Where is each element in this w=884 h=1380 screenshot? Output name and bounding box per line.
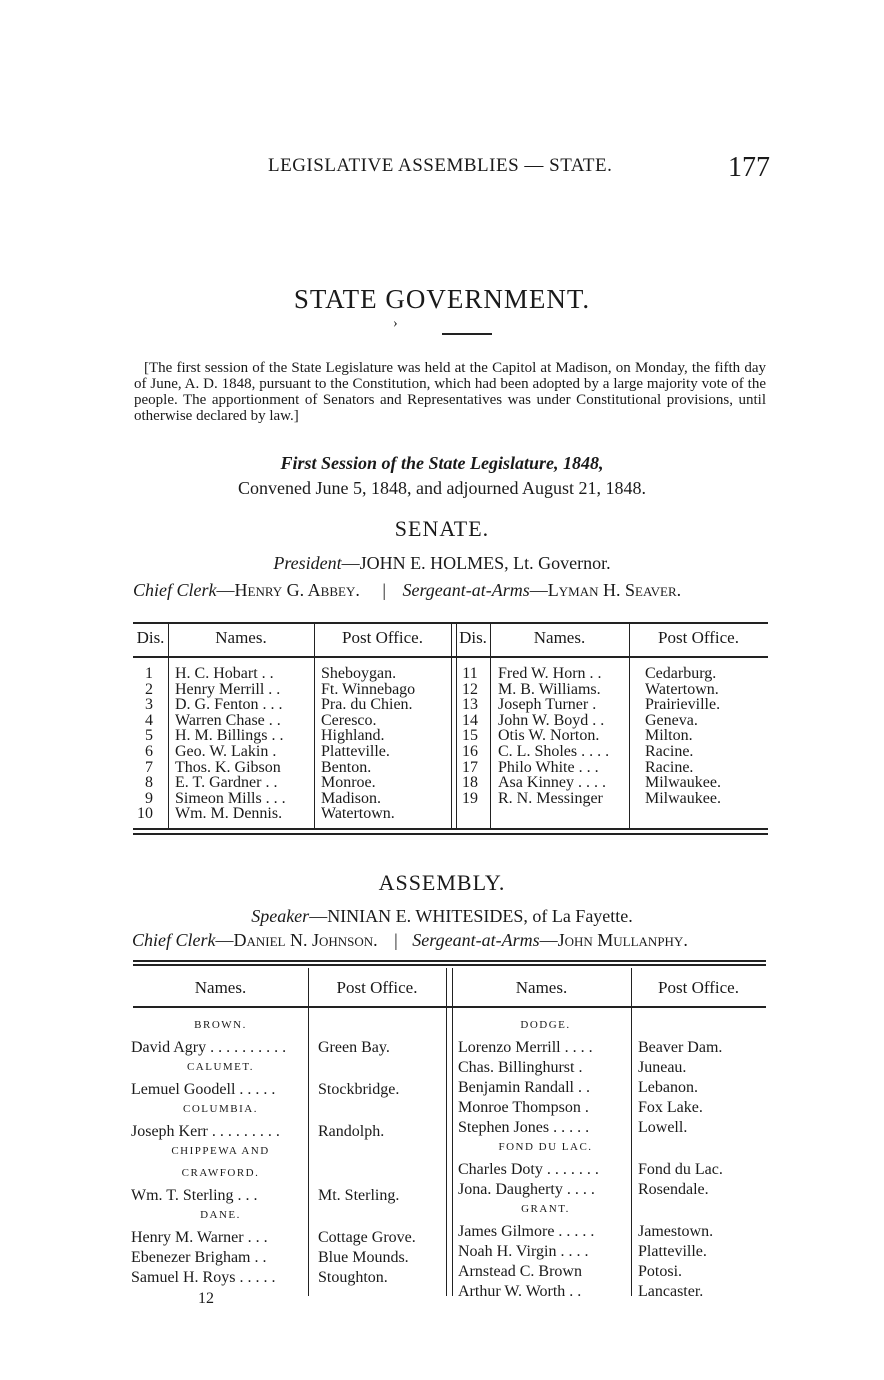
member-name: Charles Doty . . . . . . .	[458, 1161, 599, 1178]
table-rule-header	[133, 1006, 766, 1008]
senator-post-office: Benton.	[321, 758, 372, 776]
senate-district-number: 17	[462, 758, 478, 776]
district-heading: DODGE.	[520, 1019, 571, 1031]
assembly-clerk-name: —Daniel N. Johnson.	[215, 930, 378, 950]
district-heading: DANE.	[200, 1209, 241, 1221]
member-post-office: Blue Mounds.	[318, 1249, 409, 1266]
senate-clerk-label: Chief Clerk	[133, 580, 217, 600]
column-header: Post Office.	[658, 628, 739, 647]
member-name: Ebenezer Brigham . .	[131, 1249, 267, 1266]
senator-name: John W. Boyd . .	[498, 711, 605, 729]
signature-mark: 12	[198, 1290, 214, 1307]
senate-district-number: 18	[462, 774, 478, 792]
member-name: Joseph Kerr . . . . . . . . .	[131, 1123, 280, 1140]
senate-president-line	[0, 553, 884, 574]
senator-name: E. T. Gardner . .	[175, 774, 278, 792]
senate-district-number: 15	[462, 727, 478, 745]
column-header: Names.	[194, 978, 247, 997]
senator-name: Otis W. Norton.	[498, 727, 600, 745]
member-post-office: Cottage Grove.	[318, 1229, 416, 1246]
district-heading: CRAWFORD.	[181, 1167, 260, 1179]
district-heading: BROWN.	[194, 1019, 247, 1031]
senate-officers-line	[133, 580, 681, 601]
senate-district-number: 5	[145, 727, 153, 745]
member-name: David Agry . . . . . . . . . .	[131, 1039, 287, 1056]
session-title: First Session of the State Legislature, 1848,	[280, 453, 604, 473]
page-number: 177	[728, 152, 770, 183]
senate-heading: SENATE.	[394, 516, 490, 541]
officer-separator: |	[394, 930, 398, 950]
district-heading: FOND DU LAC.	[498, 1141, 593, 1153]
column-header: Dis.	[136, 628, 165, 647]
senate-district-number: 3	[145, 696, 153, 714]
senator-name: Warren Chase . .	[175, 711, 281, 729]
senator-name: R. N. Messinger	[498, 789, 603, 807]
senator-name: Asa Kinney . . . .	[498, 774, 606, 792]
senator-name: Henry Merrill . .	[175, 680, 281, 698]
member-post-office: Fox Lake.	[638, 1099, 703, 1116]
assembly-heading: ASSEMBLY.	[378, 870, 506, 895]
column-divider	[451, 622, 452, 828]
page-title: STATE GOVERNMENT.	[293, 284, 591, 314]
senator-post-office: Monroe.	[321, 774, 376, 792]
speaker-label: Speaker	[251, 906, 310, 926]
senator-post-office: Milwaukee.	[645, 789, 721, 807]
member-name: Wm. T. Sterling . . .	[131, 1187, 258, 1204]
column-divider	[446, 968, 447, 1296]
senator-post-office: Madison.	[321, 789, 381, 807]
senate-district-number: 8	[145, 774, 153, 792]
senate-district-number: 7	[145, 758, 153, 776]
table-rule-bottom	[133, 833, 768, 835]
member-post-office: Juneau.	[638, 1059, 687, 1076]
senate-district-number: 12	[462, 680, 478, 698]
column-divider	[168, 622, 169, 828]
member-name: Monroe Thompson .	[458, 1099, 589, 1116]
member-name: Lorenzo Merrill . . . .	[458, 1039, 593, 1056]
member-post-office: Stoughton.	[318, 1269, 388, 1286]
senate-district-number: 19	[462, 789, 478, 807]
senator-post-office: Watertown.	[645, 680, 719, 698]
column-header: Names.	[215, 628, 267, 647]
column-divider	[631, 968, 632, 1296]
member-post-office: Green Bay.	[318, 1039, 390, 1056]
senator-name: Simeon Mills . . .	[175, 789, 286, 807]
column-divider	[308, 968, 309, 1296]
column-header: Dis.	[459, 628, 487, 647]
member-post-office: Rosendale.	[638, 1181, 709, 1198]
member-name: James Gilmore . . . . .	[458, 1223, 595, 1240]
senator-post-office: Racine.	[645, 758, 694, 776]
member-post-office: Stockbridge.	[318, 1081, 400, 1098]
senator-name: Philo White . . .	[498, 758, 599, 776]
senate-sergeant-name: —Lyman H. Seaver.	[529, 580, 682, 600]
senate-district-number: 10	[137, 805, 153, 823]
senator-name: Wm. M. Dennis.	[175, 805, 283, 823]
senator-post-office: Cedarburg.	[645, 665, 717, 682]
member-name: Arnstead C. Brown	[458, 1263, 582, 1280]
column-header: Names.	[533, 628, 586, 647]
senator-name: Joseph Turner .	[498, 696, 597, 714]
member-name: Chas. Billinghurst .	[458, 1059, 583, 1076]
senate-district-number: 14	[462, 711, 478, 729]
officer-separator: |	[382, 580, 386, 600]
member-post-office: Beaver Dam.	[638, 1039, 723, 1056]
column-header: Names.	[515, 978, 568, 997]
member-post-office: Fond du Lac.	[638, 1161, 723, 1178]
running-head: LEGISLATIVE ASSEMBLIES — STATE.	[268, 155, 613, 176]
senator-post-office: Milton.	[645, 727, 693, 745]
member-name: Henry M. Warner . . .	[131, 1229, 268, 1246]
senator-name: H. M. Billings . .	[175, 727, 284, 745]
senate-district-number: 11	[462, 665, 478, 682]
intro-note-text: [The first session of the State Legislature was held at the Capitol at Madison, on Monday, the fifth day of June, A. D. 1848, pursuant to the Constitution, which had been adopted by a large majority vote of the people. The apportionment of Senators and Representatives was under Constitutional provisions, until otherwise declared by law.]	[134, 360, 766, 424]
senator-post-office: Geneva.	[645, 711, 698, 729]
district-heading: GRANT.	[521, 1203, 570, 1215]
senator-post-office: Platteville.	[321, 743, 390, 760]
senator-post-office: Racine.	[645, 743, 694, 760]
member-post-office: Randolph.	[318, 1123, 385, 1140]
senate-district-number: 2	[145, 680, 153, 698]
member-name: Noah H. Virgin . . . .	[458, 1243, 589, 1260]
senator-name: M. B. Williams.	[498, 680, 601, 698]
senator-name: H. C. Hobart . .	[175, 665, 274, 682]
district-heading: COLUMBIA.	[183, 1103, 258, 1115]
senator-name: D. G. Fenton . . .	[175, 696, 283, 714]
member-name: Lemuel Goodell . . . . .	[131, 1081, 276, 1098]
column-header: Post Office.	[658, 978, 739, 997]
senate-sergeant-label: Sergeant-at-Arms	[402, 580, 530, 600]
member-name: Benjamin Randall . .	[458, 1079, 590, 1096]
senator-post-office: Highland.	[321, 727, 385, 745]
senator-post-office: Pra. du Chien.	[321, 696, 413, 714]
column-divider	[452, 968, 453, 1296]
member-name: Jona. Daugherty . . . .	[458, 1181, 595, 1198]
column-divider	[629, 622, 630, 828]
senate-district-number: 13	[462, 696, 478, 714]
member-post-office: Mt. Sterling.	[318, 1187, 400, 1204]
member-name: Samuel H. Roys . . . . .	[131, 1269, 276, 1286]
member-post-office: Lebanon.	[638, 1079, 698, 1096]
senator-post-office: Sheboygan.	[321, 665, 397, 682]
member-post-office: Lancaster.	[638, 1283, 704, 1300]
member-post-office: Platteville.	[638, 1243, 707, 1260]
title-rule	[442, 333, 492, 335]
district-heading: CHIPPEWA AND	[171, 1145, 270, 1157]
senator-name: Geo. W. Lakin .	[175, 743, 277, 760]
senate-district-number: 1	[145, 665, 153, 682]
member-name: Stephen Jones . . . . .	[458, 1119, 590, 1136]
session-subtitle: Convened June 5, 1848, and adjourned August 21, 1848.	[238, 478, 646, 498]
table-rule-bottom	[133, 828, 768, 830]
column-divider	[314, 622, 315, 828]
tick-mark: ›	[393, 316, 398, 331]
assembly-clerk-label: Chief Clerk	[132, 930, 216, 950]
assembly-sergeant-name: —John Mullanphy.	[539, 930, 688, 950]
table-rule-top	[133, 964, 766, 966]
senator-name: C. L. Sholes . . . .	[498, 743, 610, 760]
member-post-office: Jamestown.	[638, 1223, 714, 1240]
senator-name: Thos. K. Gibson	[175, 758, 281, 776]
senator-name: Fred W. Horn . .	[498, 665, 602, 682]
intro-note	[134, 360, 766, 424]
senate-district-number: 16	[462, 743, 478, 760]
table-rule-top	[133, 960, 766, 962]
district-heading: CALUMET.	[186, 1061, 255, 1073]
member-post-office: Potosi.	[638, 1263, 683, 1280]
senator-post-office: Watertown.	[321, 805, 395, 823]
president-label: President	[273, 553, 342, 573]
senator-post-office: Ceresco.	[321, 711, 377, 729]
member-name: Arthur W. Worth . .	[458, 1283, 582, 1300]
senate-district-number: 6	[145, 743, 153, 760]
senate-clerk-name: —Henry G. Abbey.	[216, 580, 360, 600]
speaker-name: —NINIAN E. WHITESIDES, of La Fayette.	[309, 906, 633, 926]
president-name: —JOHN E. HOLMES, Lt. Governor.	[341, 553, 611, 573]
column-header: Post Office.	[342, 628, 423, 647]
assembly-sergeant-label: Sergeant-at-Arms	[412, 930, 540, 950]
assembly-officers-line	[132, 930, 688, 951]
member-post-office: Lowell.	[638, 1119, 688, 1136]
senator-post-office: Prairieville.	[645, 696, 721, 714]
column-header: Post Office.	[336, 978, 418, 997]
senate-district-number: 9	[145, 789, 153, 807]
senator-post-office: Milwaukee.	[645, 774, 721, 792]
senate-district-number: 4	[145, 711, 153, 729]
column-divider	[490, 622, 491, 828]
assembly-speaker-line	[0, 906, 884, 927]
senator-post-office: Ft. Winnebago	[321, 680, 416, 698]
